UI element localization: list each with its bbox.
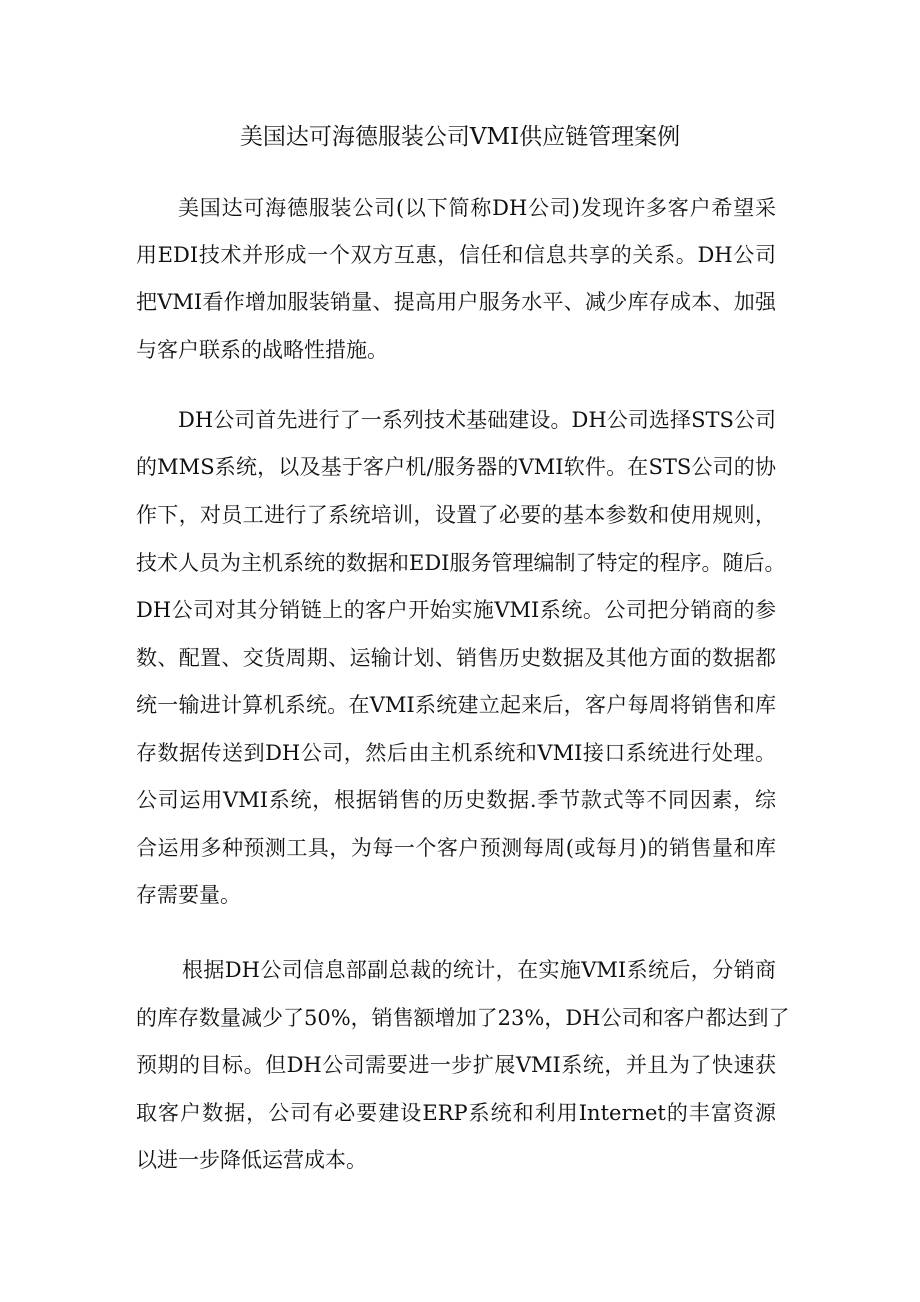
text-line: 的库存数量减少了50%，销售额增加了23%，DH公司和客户都达到了 bbox=[136, 1006, 790, 1030]
text-line: 存需要量。 bbox=[136, 883, 241, 907]
text-line: 与客户联系的战略性措施。 bbox=[136, 338, 388, 362]
text-line: 统一输进计算机系统。在VMI系统建立起来后，客户每周将销售和库 bbox=[136, 693, 776, 717]
text-line: 的MMS系统，以及基于客户机/服务器的VMI软件。在STS公司的协 bbox=[136, 455, 776, 479]
text-line: 美国达可海德服装公司(以下简称DH公司)发现许多客户希望采 bbox=[178, 196, 776, 220]
text-line: 根据DH公司信息部副总裁的统计，在实施VMI系统后，分销商 bbox=[182, 958, 776, 982]
text-line: 以进一步降低运营成本。 bbox=[136, 1148, 367, 1172]
text-line: 技术人员为主机系统的数据和EDI服务管理编制了特定的程序。随后。 bbox=[136, 551, 786, 575]
text-line: 把VMI看作增加服装销量、提高用户服务水平、减少库存成本、加强 bbox=[136, 290, 776, 314]
text-line: 数、配置、交货周期、运输计划、销售历史数据及其他方面的数据都 bbox=[136, 646, 776, 670]
text-line: 存数据传送到DH公司，然后由主机系统和VMI接口系统进行处理。 bbox=[136, 741, 776, 765]
text-line: DH公司对其分销链上的客户开始实施VMI系统。公司把分销商的参 bbox=[136, 598, 776, 622]
text-line: 公司运用VMI系统，根据销售的历史数据.季节款式等不同因素，综 bbox=[136, 788, 776, 812]
text-line: 合运用多种预测工具，为每一个客户预测每周(或每月)的销售量和库 bbox=[136, 836, 776, 860]
text-line: DH公司首先进行了一系列技术基础建设。DH公司选择STS公司 bbox=[178, 408, 776, 432]
text-line: 预期的目标。但DH公司需要进一步扩展VMI系统，并且为了快速获 bbox=[136, 1053, 776, 1077]
document-title: 美国达可海德服装公司VMI供应链管理案例 bbox=[239, 124, 681, 150]
text-line: 用EDI技术并形成一个双方互惠，信任和信息共享的关系。DH公司 bbox=[136, 243, 776, 267]
text-line: 作下，对员工进行了系统培训，设置了必要的基本参数和使用规则， bbox=[136, 503, 776, 527]
text-line: 取客户数据，公司有必要建设ERP系统和利用Internet的丰富资源 bbox=[136, 1101, 776, 1125]
